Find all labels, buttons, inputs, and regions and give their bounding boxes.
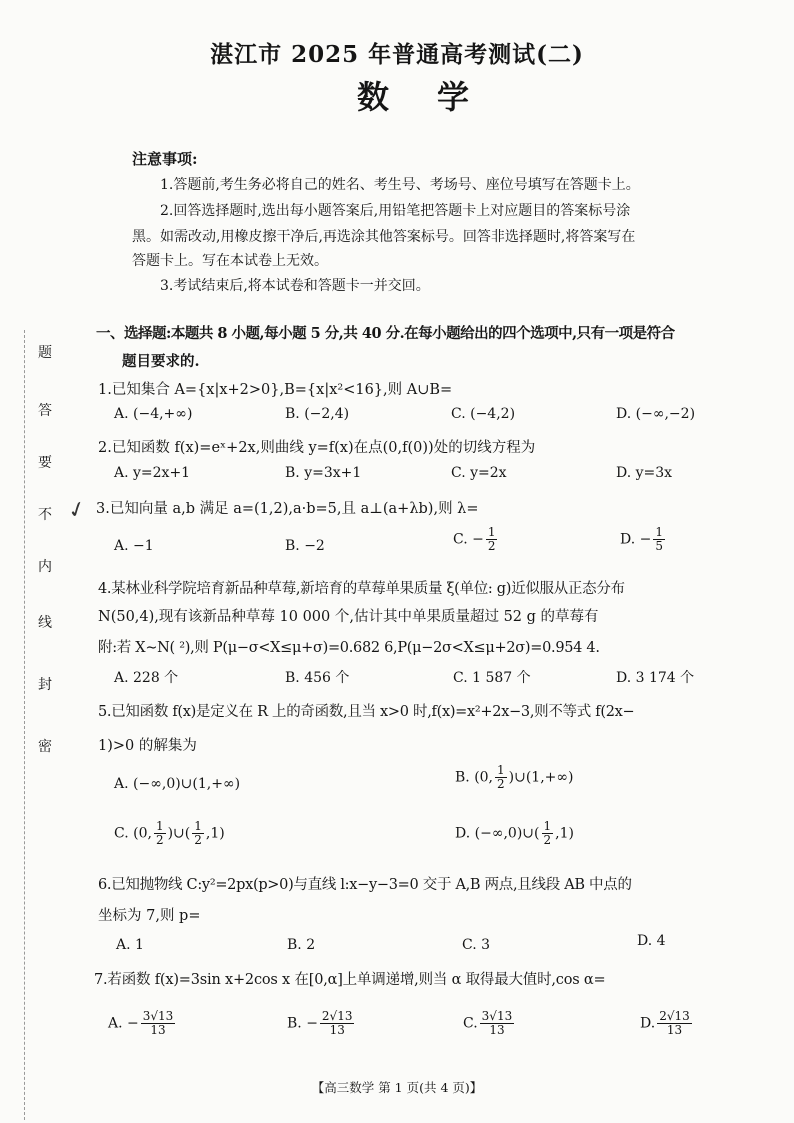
fraction-denominator: 2 bbox=[487, 539, 496, 553]
q6-option-c: C. 3 bbox=[462, 937, 491, 953]
question-7-stem: 7.若函数 f(x)=3sin x+2cos x 在[0,α]上单调递增,则当 α 取得最大值时,cos α= bbox=[94, 972, 606, 988]
fraction-numerator: 1 bbox=[487, 525, 496, 539]
q3-d-label: D. − bbox=[620, 531, 652, 548]
q7-option-b bbox=[287, 1010, 356, 1037]
question-1-stem: 1.已知集合 A={x|x+2>0},B={x|x²<16},则 A∪B= bbox=[98, 382, 453, 398]
q5-option-b bbox=[455, 764, 574, 791]
q3-c-fraction bbox=[486, 526, 498, 553]
q3-d-fraction bbox=[653, 526, 665, 553]
question-6-line1: 6.已知抛物线 C:y²=2px(p>0)与直线 l:x−y−3=0 交于 A,B 两点,且线段 AB 中点的 bbox=[98, 877, 632, 893]
q6-option-d: D. 4 bbox=[637, 933, 666, 949]
q1-option-c: C. (−4,2) bbox=[451, 406, 516, 422]
fraction-denominator: 2 bbox=[497, 777, 505, 791]
q7-a-pre: A. − bbox=[108, 1015, 139, 1032]
q7-option-d bbox=[640, 1010, 694, 1037]
q7-option-c bbox=[463, 1010, 516, 1037]
fraction-numerator: 1 bbox=[497, 763, 505, 777]
side-label: 题 bbox=[38, 345, 52, 361]
q5-c-mid: )∪( bbox=[167, 825, 191, 842]
fraction-numerator: 2√13 bbox=[659, 1009, 690, 1023]
q3-option-a: A. −1 bbox=[114, 538, 154, 554]
q7-option-a bbox=[108, 1010, 177, 1037]
notice-line: 答题卡上。写在本试卷上无效。 bbox=[132, 253, 328, 269]
question-4-line3: 附:若 X∼N( ²),则 P(μ−σ<X≤μ+σ)=0.682 6,P(μ−2σ<X≤μ+2σ)=0.954 4. bbox=[98, 640, 600, 656]
q1-option-a: A. (−4,+∞) bbox=[114, 406, 193, 422]
exam-title: 湛江市 2025 年普通高考测试(二) bbox=[210, 41, 584, 68]
q4-option-b: B. 456 个 bbox=[285, 670, 350, 686]
q2-option-b: B. y=3x+1 bbox=[285, 465, 362, 481]
question-5-line2: 1)>0 的解集为 bbox=[98, 738, 197, 754]
fraction-denominator: 2 bbox=[543, 833, 552, 847]
q3-option-c bbox=[453, 526, 499, 553]
fraction-denominator: 13 bbox=[666, 1023, 683, 1037]
q1-option-d: D. (−∞,−2) bbox=[616, 406, 696, 422]
side-label: 线 bbox=[38, 615, 52, 631]
question-2-stem: 2.已知函数 f(x)=eˣ+2x,则曲线 y=f(x)在点(0,f(0))处的切线方程为 bbox=[98, 440, 536, 456]
fraction-numerator: 2√13 bbox=[321, 1009, 353, 1023]
notice-line: 3.考试结束后,将本试卷和答题卡一并交回。 bbox=[160, 278, 430, 294]
q3-option-d bbox=[620, 526, 667, 553]
fraction-denominator: 2 bbox=[155, 833, 164, 847]
q5-b-fraction bbox=[495, 764, 507, 791]
q5-c-pre: C. (0, bbox=[114, 825, 152, 842]
side-label: 密 bbox=[38, 739, 52, 755]
q2-option-d: D. y=3x bbox=[616, 465, 673, 481]
q5-option-d bbox=[455, 820, 574, 847]
fraction-denominator: 5 bbox=[655, 539, 663, 553]
handwritten-check-mark: ✓ bbox=[64, 495, 90, 526]
q5-d-post: ,1) bbox=[555, 825, 574, 842]
section-heading: 一、选择题:本题共 8 小题,每小题 5 分,共 40 分.在每小题给出的四个选项中,只有一项是符合 bbox=[96, 325, 675, 342]
fraction-numerator: 3√13 bbox=[481, 1009, 513, 1023]
question-6-line2: 坐标为 7,则 p= bbox=[98, 908, 201, 924]
side-label: 封 bbox=[38, 677, 52, 693]
question-4-line1: 4.某林业科学院培育新品种草莓,新培育的草莓单果质量 ξ(单位: g)近似服从正态分布 bbox=[98, 581, 625, 597]
q3-option-b: B. −2 bbox=[285, 538, 325, 554]
fraction-denominator: 13 bbox=[489, 1023, 505, 1037]
side-label: 答 bbox=[38, 403, 52, 419]
q7-d-pre: D. bbox=[640, 1015, 656, 1032]
fraction-numerator: 3√13 bbox=[142, 1009, 174, 1023]
q5-c-post: ,1) bbox=[205, 825, 225, 842]
q7-c-fraction bbox=[480, 1010, 515, 1037]
notice-line: 2.回答选择题时,选出每小题答案后,用铅笔把答题卡上对应题目的答案标号涂 bbox=[160, 203, 631, 219]
fraction-denominator: 13 bbox=[329, 1023, 345, 1037]
q7-a-fraction bbox=[141, 1010, 176, 1037]
subject-title: 数学 bbox=[356, 78, 517, 116]
notice-line: 黑。如需改动,用橡皮擦干净后,再选涂其他答案标号。回答非选择题时,将答案写在 bbox=[132, 229, 636, 245]
binding-dashed-line bbox=[24, 330, 26, 1120]
question-4-line2: N(50,4),现有该新品种草莓 10 000 个,估计其中单果质量超过 52 g 的草莓有 bbox=[98, 609, 599, 625]
fraction-numerator: 1 bbox=[655, 525, 663, 539]
q5-option-c bbox=[114, 820, 225, 847]
question-5-line1: 5.已知函数 f(x)是定义在 R 上的奇函数,且当 x>0 时,f(x)=x²+2x−3,则不等式 f(2x− bbox=[98, 704, 635, 720]
fraction-numerator: 1 bbox=[543, 819, 552, 833]
q2-option-c: C. y=2x bbox=[451, 465, 507, 481]
q1-option-b: B. (−2,4) bbox=[285, 406, 350, 422]
fraction-denominator: 2 bbox=[194, 833, 202, 847]
side-label: 内 bbox=[38, 559, 52, 575]
q7-c-pre: C. bbox=[463, 1015, 478, 1032]
section-heading-cont: 题目要求的. bbox=[122, 353, 200, 370]
q5-option-a: A. (−∞,0)∪(1,+∞) bbox=[114, 776, 241, 792]
q6-option-a: A. 1 bbox=[116, 937, 144, 953]
q2-option-a: A. y=2x+1 bbox=[114, 465, 191, 481]
side-label: 不 bbox=[38, 507, 52, 523]
q3-c-label: C. − bbox=[453, 531, 484, 548]
notice-heading: 注意事项: bbox=[132, 150, 198, 168]
q4-option-a: A. 228 个 bbox=[114, 670, 179, 686]
q5-b-post: )∪(1,+∞) bbox=[508, 769, 574, 786]
q4-option-d: D. 3 174 个 bbox=[616, 670, 695, 686]
q4-option-c: C. 1 587 个 bbox=[453, 670, 531, 686]
q5-c-fraction-2 bbox=[192, 820, 204, 847]
q7-b-fraction bbox=[320, 1010, 355, 1037]
fraction-denominator: 13 bbox=[150, 1023, 166, 1037]
q5-b-pre: B. (0, bbox=[455, 769, 494, 786]
q7-d-fraction bbox=[657, 1010, 692, 1037]
q5-d-pre: D. (−∞,0)∪( bbox=[455, 825, 540, 842]
q5-d-fraction bbox=[542, 820, 554, 847]
question-3-stem: 3.已知向量 a,b 满足 a=(1,2),a·b=5,且 a⊥(a+λb),则 λ= bbox=[96, 501, 479, 517]
fraction-numerator: 1 bbox=[194, 819, 202, 833]
q7-b-pre: B. − bbox=[287, 1015, 318, 1032]
fraction-numerator: 1 bbox=[155, 819, 164, 833]
notice-line: 1.答题前,考生务必将自己的姓名、考生号、考场号、座位号填写在答题卡上。 bbox=[160, 177, 640, 193]
side-label: 要 bbox=[38, 455, 52, 471]
page-footer: 【高三数学 第 1 页(共 4 页)】 bbox=[311, 1080, 483, 1095]
q6-option-b: B. 2 bbox=[287, 937, 316, 953]
q5-c-fraction-1 bbox=[154, 820, 166, 847]
